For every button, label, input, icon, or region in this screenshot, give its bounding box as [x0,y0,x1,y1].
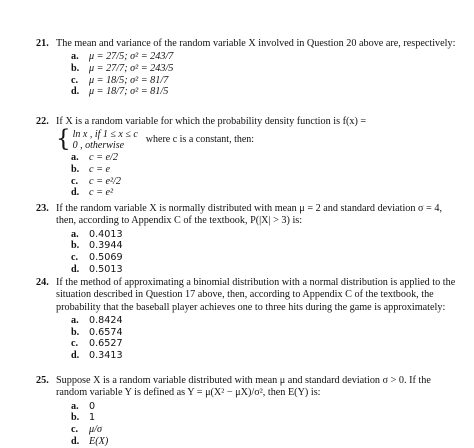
option-text: 0.4013 [89,228,123,240]
option-letter: a. [71,228,79,240]
option-letter: c. [71,74,79,86]
option-d [71,350,456,362]
option-text: μ = 18/7; σ² = 81/5 [89,86,169,98]
option-a [71,229,456,241]
option-c [71,176,456,188]
question-number: 22. [36,116,49,127]
option-b [71,240,456,252]
left-brace: { [56,126,71,153]
piecewise-case-1: ln x , if 1 ≤ x ≤ c [72,128,138,140]
option-b [71,327,456,339]
option-letter: a. [71,315,79,327]
piecewise-function [56,128,456,151]
option-letter: c. [71,252,79,263]
option-letter: a. [71,152,79,164]
option-text: 0 [89,400,96,412]
question-text: The mean and variance of the random variable X involved in Question 20 above are, respectively: [56,38,456,49]
question-stem [36,375,456,400]
option-letter: b. [71,326,80,338]
piecewise-case-2: 0 , otherwise [72,139,125,151]
option-text: 0.6527 [89,338,123,350]
question-text: Suppose X is a random variable distributed with mean μ and standard deviation σ > 0. If the random variable Y is defined as Y = μ(X² − μX)/σ², then E(Y) is: [56,375,431,399]
option-letter: b. [71,240,80,252]
option-d [71,264,456,276]
question-text: If the method of approximating a binomial distribution with a normal distribution is applied to the situation described in Question 17 above, then, according to Appendix C of the textbook, the probability that the baseball player achieves one to three hits during the game is approximately: [56,277,456,313]
question-number: 23. [36,203,49,214]
question-number: 24. [36,277,49,288]
option-text: 0.5013 [89,263,123,275]
option-letter: c. [71,338,79,350]
option-b [71,164,456,176]
option-letter: a. [71,400,79,412]
option-letter: d. [71,187,80,199]
option-b [71,412,456,424]
option-text: 1 [89,412,96,424]
option-text: 0.6574 [89,326,123,338]
option-letter: b. [71,412,80,424]
option-text: c = e²/2 [89,175,121,187]
question-stem [36,203,456,228]
option-text: c = e/2 [89,152,118,164]
option-c [71,252,456,264]
option-letter: d. [71,435,80,447]
option-letter: b. [71,164,80,175]
option-letter: d. [71,263,80,275]
question-25 [36,375,456,447]
option-text: 0.3944 [89,240,123,252]
option-c [71,75,456,87]
option-a [71,315,456,327]
question-number: 21. [36,38,49,49]
option-text: μ = 27/5; σ² = 243/7 [89,51,174,63]
option-a [71,152,456,164]
question-text: If the random variable X is normally distributed with mean μ = 2 and standard deviation σ = 4, then, according to Appendix C of the textbook, P(|X| > 3) is: [56,203,442,227]
options-list [36,229,456,275]
question-21 [36,38,456,98]
question-stem [36,38,456,50]
option-letter: b. [71,63,80,74]
option-c [71,338,456,350]
question-text: If X is a random variable for which the probability density function is f(x) = [56,116,367,127]
option-text: μ = 27/7; σ² = 243/5 [89,63,174,74]
option-text: μ = 18/5; σ² = 81/7 [89,74,169,86]
option-letter: d. [71,350,80,361]
option-d [71,436,456,448]
options-list [36,51,456,97]
question-22 [36,116,456,199]
question-23 [36,203,456,275]
option-text: c = e [89,164,111,175]
option-letter: c. [71,424,79,435]
option-text: c = e² [89,187,114,199]
question-stem [36,116,456,128]
option-letter: a. [71,51,79,63]
question-stem [36,277,456,314]
piecewise-note: where c is a constant, then: [145,133,255,145]
options-list [36,401,456,447]
option-text: E(X) [89,435,109,447]
option-a [71,401,456,413]
option-c [71,424,456,436]
option-text: 0.3413 [89,350,123,361]
option-letter: d. [71,86,80,98]
option-b [71,63,456,75]
option-a [71,51,456,63]
options-list [36,152,456,198]
option-d [71,86,456,98]
option-text: μ/σ [89,424,102,435]
option-text: 0.8424 [89,315,123,327]
piecewise-cases [73,129,138,151]
option-d [71,187,456,199]
question-number: 25. [36,375,49,386]
options-list [36,315,456,361]
option-text: 0.5069 [89,252,123,263]
question-24 [36,277,456,362]
option-letter: c. [71,175,79,187]
